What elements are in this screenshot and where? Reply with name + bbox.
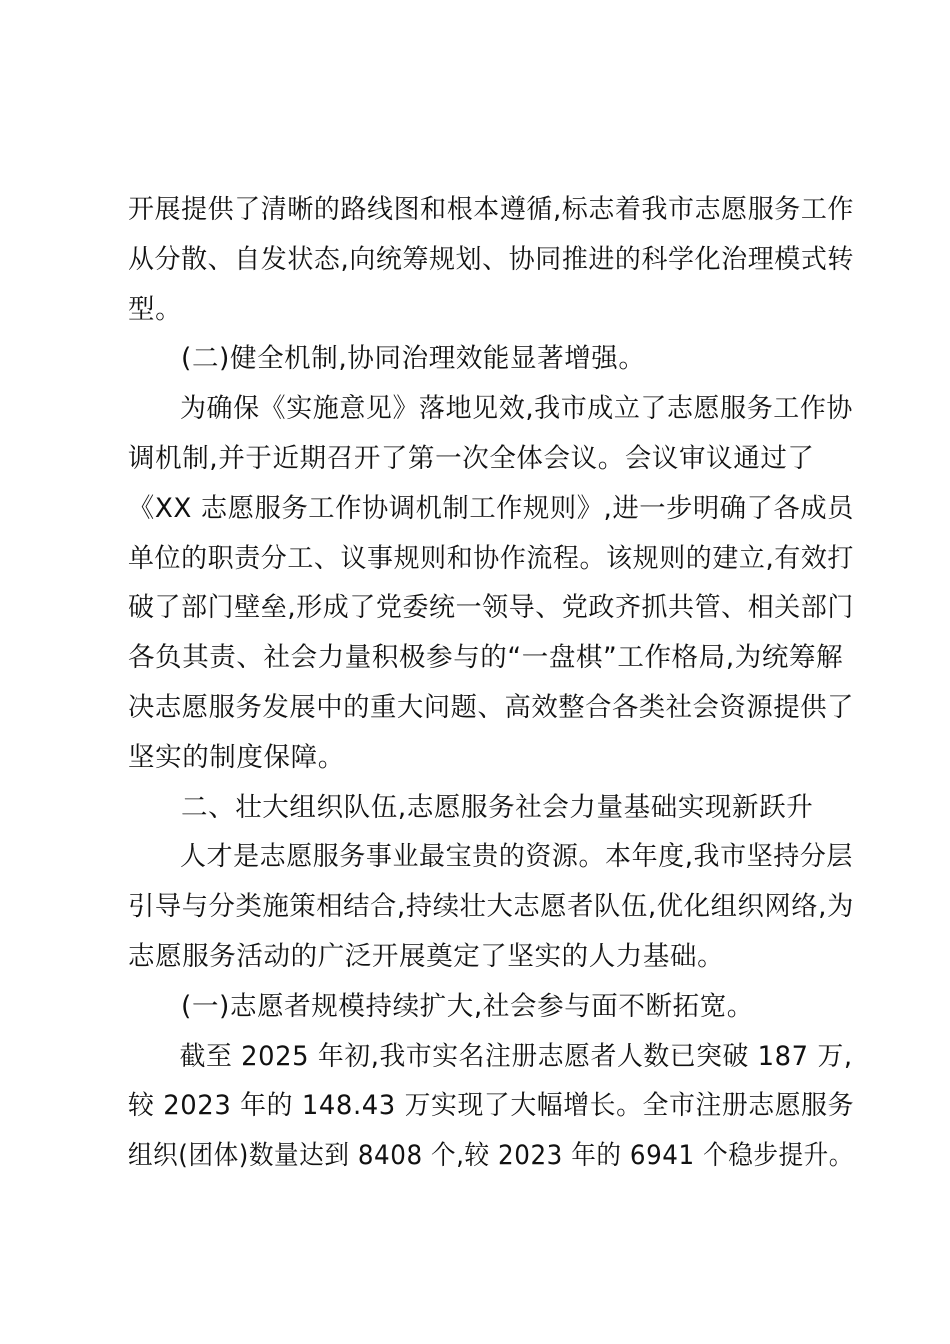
paragraph-line: 引导与分类施策相结合,持续壮大志愿者队伍,优化组织网络,为	[128, 891, 854, 923]
section-heading: (二)健全机制,协同治理效能显著增强。	[181, 343, 646, 375]
body-text	[128, 185, 855, 1181]
paragraph-line: 坚实的制度保障。	[128, 741, 345, 773]
paragraph-line: 单位的职责分工、议事规则和协作流程。该规则的建立,有效打	[128, 542, 854, 574]
paragraph-line: 决志愿服务发展中的重大问题、高效整合各类社会资源提供了	[128, 691, 854, 723]
section-heading: (一)志愿者规模持续扩大,社会参与面不断拓宽。	[181, 990, 754, 1022]
paragraph-line: 型。	[128, 293, 183, 325]
paragraph-line: 破了部门壁垒,形成了党委统一领导、党政齐抓共管、相关部门	[128, 592, 854, 624]
paragraph-line: 志愿服务活动的广泛开展奠定了坚实的人力基础。	[128, 940, 725, 972]
paragraph-line: 各负其责、社会力量积极参与的“一盘棋”工作格局,为统筹解	[128, 642, 844, 674]
paragraph-line: 从分散、自发状态,向统筹规划、协同推进的科学化治理模式转	[128, 243, 854, 275]
paragraph-line: 为确保《实施意见》落地见效,我市成立了志愿服务工作协	[179, 393, 853, 425]
paragraph-line: 较 2023 年的 148.43 万实现了大幅增长。全市注册志愿服务	[128, 1090, 855, 1122]
paragraph-line: 《XX 志愿服务工作协调机制工作规则》,进一步明确了各成员	[128, 492, 855, 524]
paragraph-line: 人才是志愿服务事业最宝贵的资源。本年度,我市坚持分层	[179, 841, 853, 873]
paragraph-line: 开展提供了清晰的路线图和根本遵循,标志着我市志愿服务工作	[128, 194, 854, 225]
paragraph-line: 截至 2025 年初,我市实名注册志愿者人数已突破 187 万,	[179, 1040, 853, 1072]
chapter-heading: 二、壮大组织队伍,志愿服务社会力量基础实现新跃升	[181, 791, 814, 823]
paragraph-line: 调机制,并于近期召开了第一次全体会议。会议审议通过了	[128, 442, 815, 474]
paragraph-line: 组织(团体)数量达到 8408 个,较 2023 年的 6941 个稳步提升。	[128, 1140, 854, 1172]
